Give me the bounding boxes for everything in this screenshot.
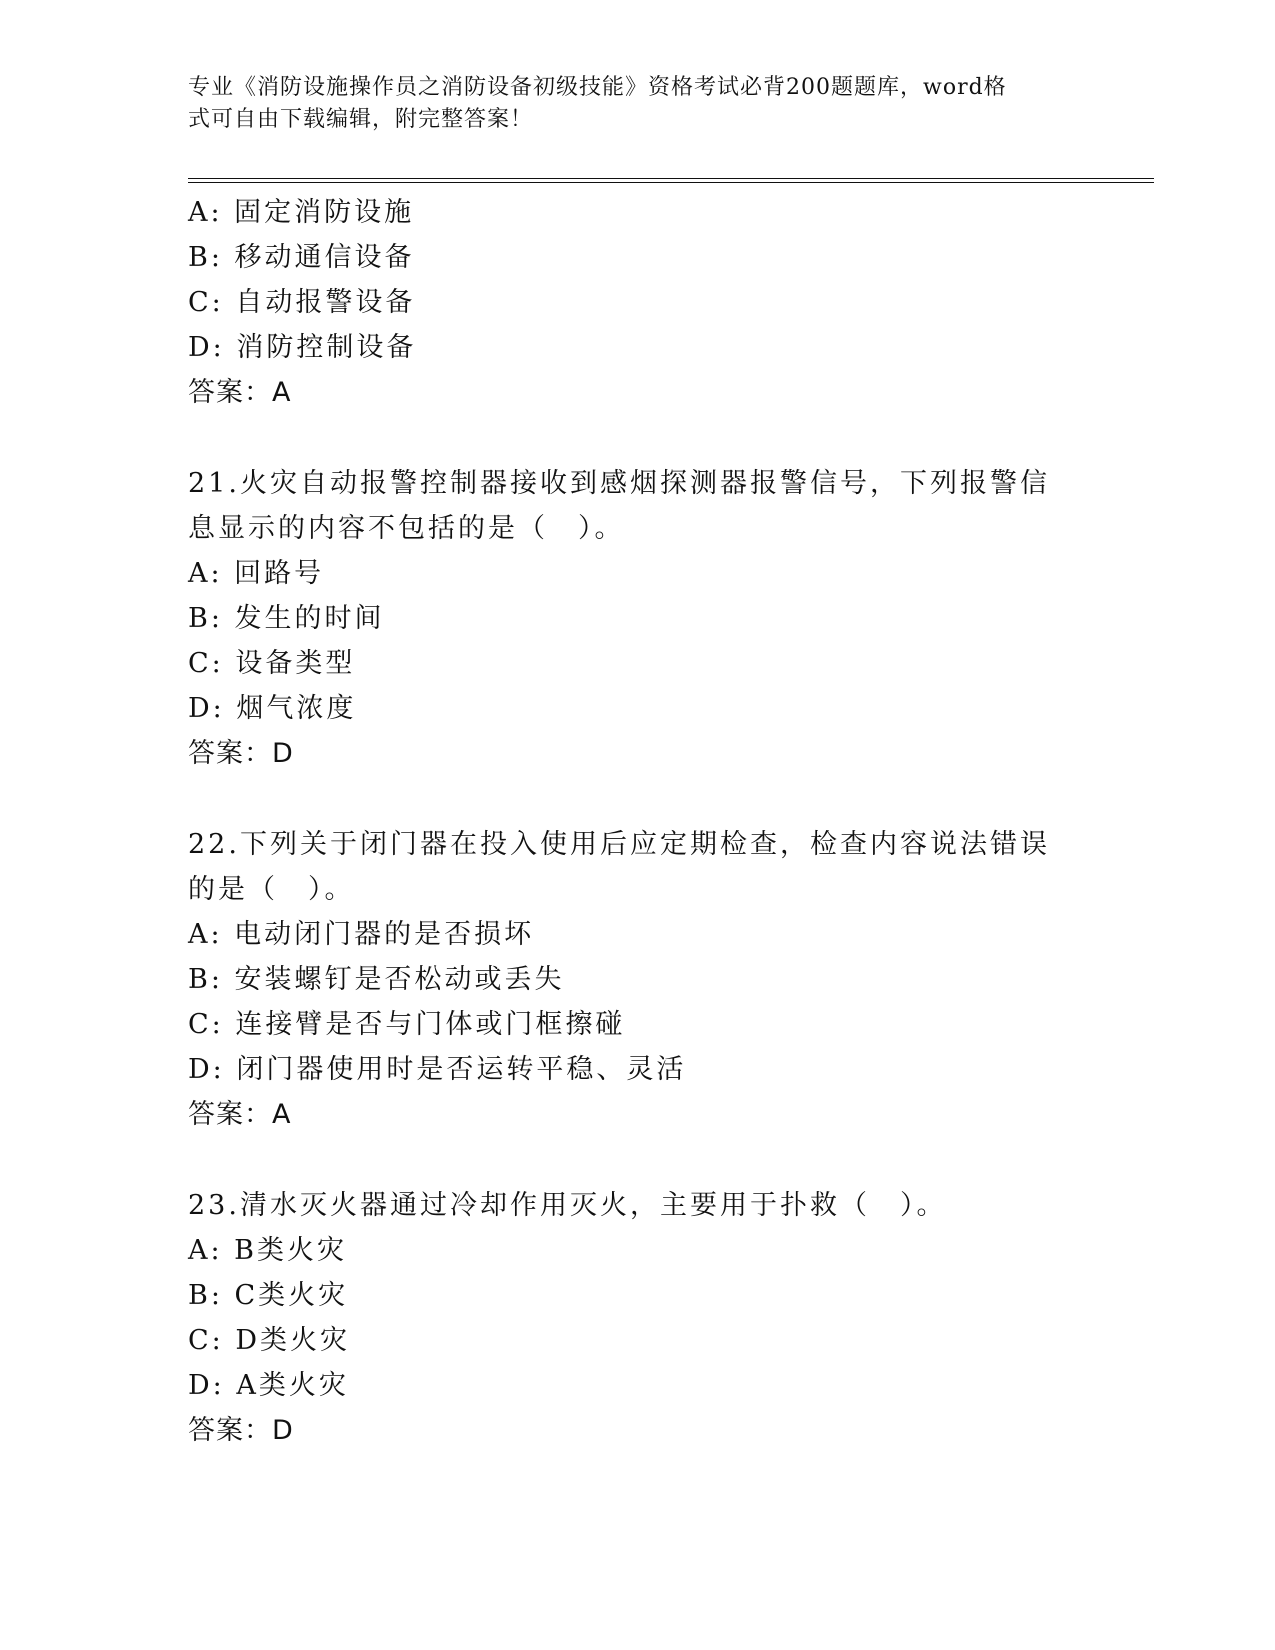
option-c: C: 自动报警设备 — [188, 287, 416, 318]
option-b: B: C类火灾 — [188, 1280, 349, 1311]
option-a: A: B类火灾 — [188, 1235, 348, 1266]
option-b: B: 发生的时间 — [188, 603, 385, 634]
answer-line: 答案：A — [188, 377, 292, 408]
option-c: C: 设备类型 — [188, 648, 356, 679]
option-d: D: 闭门器使用时是否运转平稳、灵活 — [188, 1054, 687, 1085]
answer-line: 答案：A — [188, 1099, 292, 1130]
option-a: A: 电动闭门器的是否损坏 — [188, 919, 535, 950]
question-stem: 22.下列关于闭门器在投入使用后应定期检查，检查内容说法错误的是（ ）。 — [188, 829, 1050, 905]
header-title-line-2: 式可自由下载编辑，附完整答案！ — [188, 107, 534, 132]
question-22 — [188, 822, 1088, 1137]
answer-line: 答案：D — [188, 1415, 294, 1446]
option-c: C: D类火灾 — [188, 1325, 350, 1356]
option-a: A: 回路号 — [188, 558, 325, 589]
header-divider-bottom — [188, 182, 1154, 183]
option-d: D: 烟气浓度 — [188, 693, 357, 724]
question-20 — [188, 190, 1088, 415]
document-header — [188, 72, 1068, 136]
header-divider-top — [188, 178, 1154, 179]
question-23 — [188, 1183, 1088, 1453]
option-d: D: 消防控制设备 — [188, 332, 417, 363]
answer-line: 答案：D — [188, 738, 294, 769]
option-b: B: 安装螺钉是否松动或丢失 — [188, 964, 565, 995]
option-b: B: 移动通信设备 — [188, 242, 415, 273]
option-a: A: 固定消防设施 — [188, 197, 415, 228]
question-stem: 23.清水灭火器通过冷却作用灭火，主要用于扑救（ ）。 — [188, 1190, 947, 1221]
option-d: D: A类火灾 — [188, 1370, 349, 1401]
question-list — [188, 190, 1088, 1453]
question-21 — [188, 461, 1088, 776]
question-stem: 21.火灾自动报警控制器接收到感烟探测器报警信号，下列报警信息显示的内容不包括的是（ ）。 — [188, 468, 1050, 544]
header-title-line-1: 专业《消防设施操作员之消防设备初级技能》资格考试必背200题题库，word格 — [188, 75, 1007, 100]
option-c: C: 连接臂是否与门体或门框擦碰 — [188, 1009, 626, 1040]
